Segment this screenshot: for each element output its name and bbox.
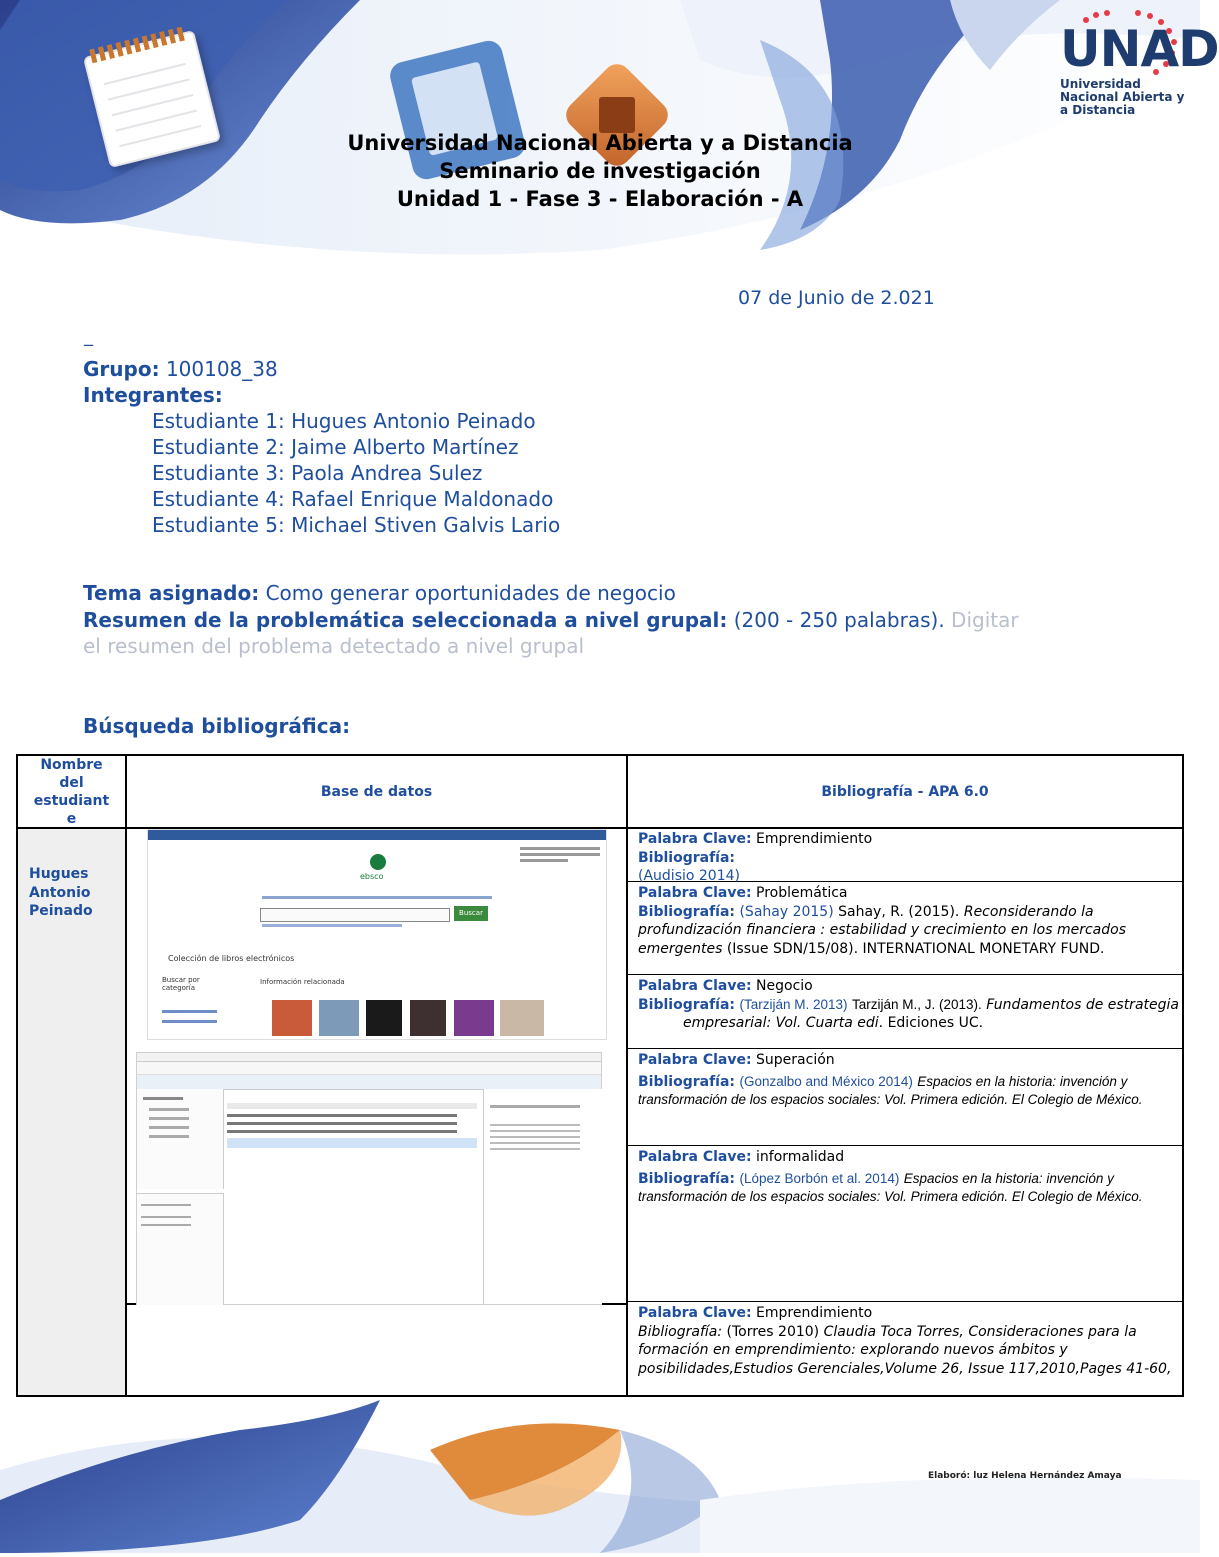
summary-placeholder-2: el resumen del problema detectado a nivel grupal (83, 634, 585, 658)
student-cell (16, 827, 127, 1397)
separator-dash: _ (84, 326, 93, 347)
student-name-3: Peinado (29, 903, 93, 919)
reference-manager-screenshot (136, 1052, 602, 1305)
title-university: Universidad Nacional Abierta y a Distancia (347, 131, 853, 155)
search-title: Búsqueda bibliográfica: (83, 714, 351, 738)
bib-entry-3: Palabra Clave: Negocio Bibliografía: (Tarziján M. 2013) Tarziján M., J. (2013). Fundamentos de estrategia empresarial: Vol. Cuarta edi. Ediciones UC. (627, 975, 1184, 1049)
group-label: Grupo: (83, 357, 160, 381)
student-name-1: Hugues (29, 866, 89, 882)
title-unit: Unidad 1 - Fase 3 - Elaboración - A (396, 187, 804, 211)
member-4: Estudiante 4: Rafael Enrique Maldonado (152, 487, 554, 511)
document-date: 07 de Junio de 2.021 (738, 287, 935, 309)
bib-entry-5: Palabra Clave: informalidad Bibliografía: (López Borbón et al. 2014) Espacios en la historia: invención y transformación de los espacios sociales: Vol. Primera edición. El Colegio de México. (627, 1146, 1184, 1302)
topic-value: Como generar oportunidades de negocio (265, 581, 676, 605)
bib-entry-1: Palabra Clave: Emprendimiento Bibliografía: (Audisio 2014) (627, 828, 1184, 882)
ebsco-featured-label: Información relacionada (260, 978, 345, 986)
logo-subtitle: Universidad Nacional Abierta y a Distancia (1060, 77, 1185, 117)
header-student: Nombre del estudiant e (16, 754, 127, 829)
logo-text: UNAD (1060, 20, 1219, 78)
member-2: Estudiante 2: Jaime Alberto Martínez (152, 435, 519, 459)
ebsco-collection-title: Colección de libros electrónicos (168, 954, 295, 963)
members-label: Integrantes: (83, 383, 223, 407)
bib-entry-2: Palabra Clave: Problemática Bibliografía: (Sahay 2015) Sahay, R. (2015). Reconsiderando la profundización financiera : estabilidad y crecimiento en los mercados emergentes (Issue SDN/15/08). INTERNATIONAL MONETARY FUND. (627, 882, 1184, 975)
footer-credit: Elaboró: luz Helena Hernández Amaya (928, 1471, 1122, 1481)
title-course: Seminario de investigación (439, 159, 761, 183)
ebsco-browse-label: Buscar por categoría (162, 976, 200, 992)
topic-line (83, 581, 676, 605)
ebsco-screenshot (147, 829, 607, 1040)
topic-label: Tema asignado: (83, 581, 260, 605)
bib-entry-4: Palabra Clave: Superación Bibliografía: (Gonzalbo and México 2014) Espacios en la historia: invención y transformación de los espacios sociales: Vol. Primera edición. El Colegio de México. (627, 1049, 1184, 1146)
member-5: Estudiante 5: Michael Stiven Galvis Lario (152, 513, 561, 537)
database-cell-empty (125, 1303, 628, 1397)
ebsco-topbar (148, 830, 606, 840)
header-database: Base de datos (125, 754, 628, 829)
summary-placeholder-1: Digitar (951, 608, 1019, 632)
summary-words: (200 - 250 palabras). (733, 608, 945, 632)
header-bibliography: Bibliografía - APA 6.0 (626, 754, 1184, 829)
group-line (83, 357, 278, 381)
member-1: Estudiante 1: Hugues Antonio Peinado (152, 409, 536, 433)
bib-entry-6: Palabra Clave: Emprendimiento Bibliografía: (Torres 2010) Claudia Toca Torres, Consideraciones para la formación en emprendimiento: explorando nuevos ámbitos y posibilidades,Estudios Gerenciales,Volume 26, Issue 117,2010,Pages 41-60, (638, 1305, 1172, 1377)
ebsco-logo-icon (370, 854, 386, 870)
student-name-2: Antonio (29, 884, 91, 901)
summary-label: Resumen de la problemática seleccionada a nivel grupal: (83, 608, 728, 632)
ebsco-search-input[interactable] (260, 908, 450, 922)
ebsco-logo: ebsco (360, 872, 384, 881)
member-3: Estudiante 3: Paola Andrea Sulez (152, 461, 483, 485)
summary-line (83, 608, 1019, 632)
group-value: 100108_38 (165, 357, 278, 381)
ebsco-search-button[interactable]: Buscar (454, 906, 488, 921)
